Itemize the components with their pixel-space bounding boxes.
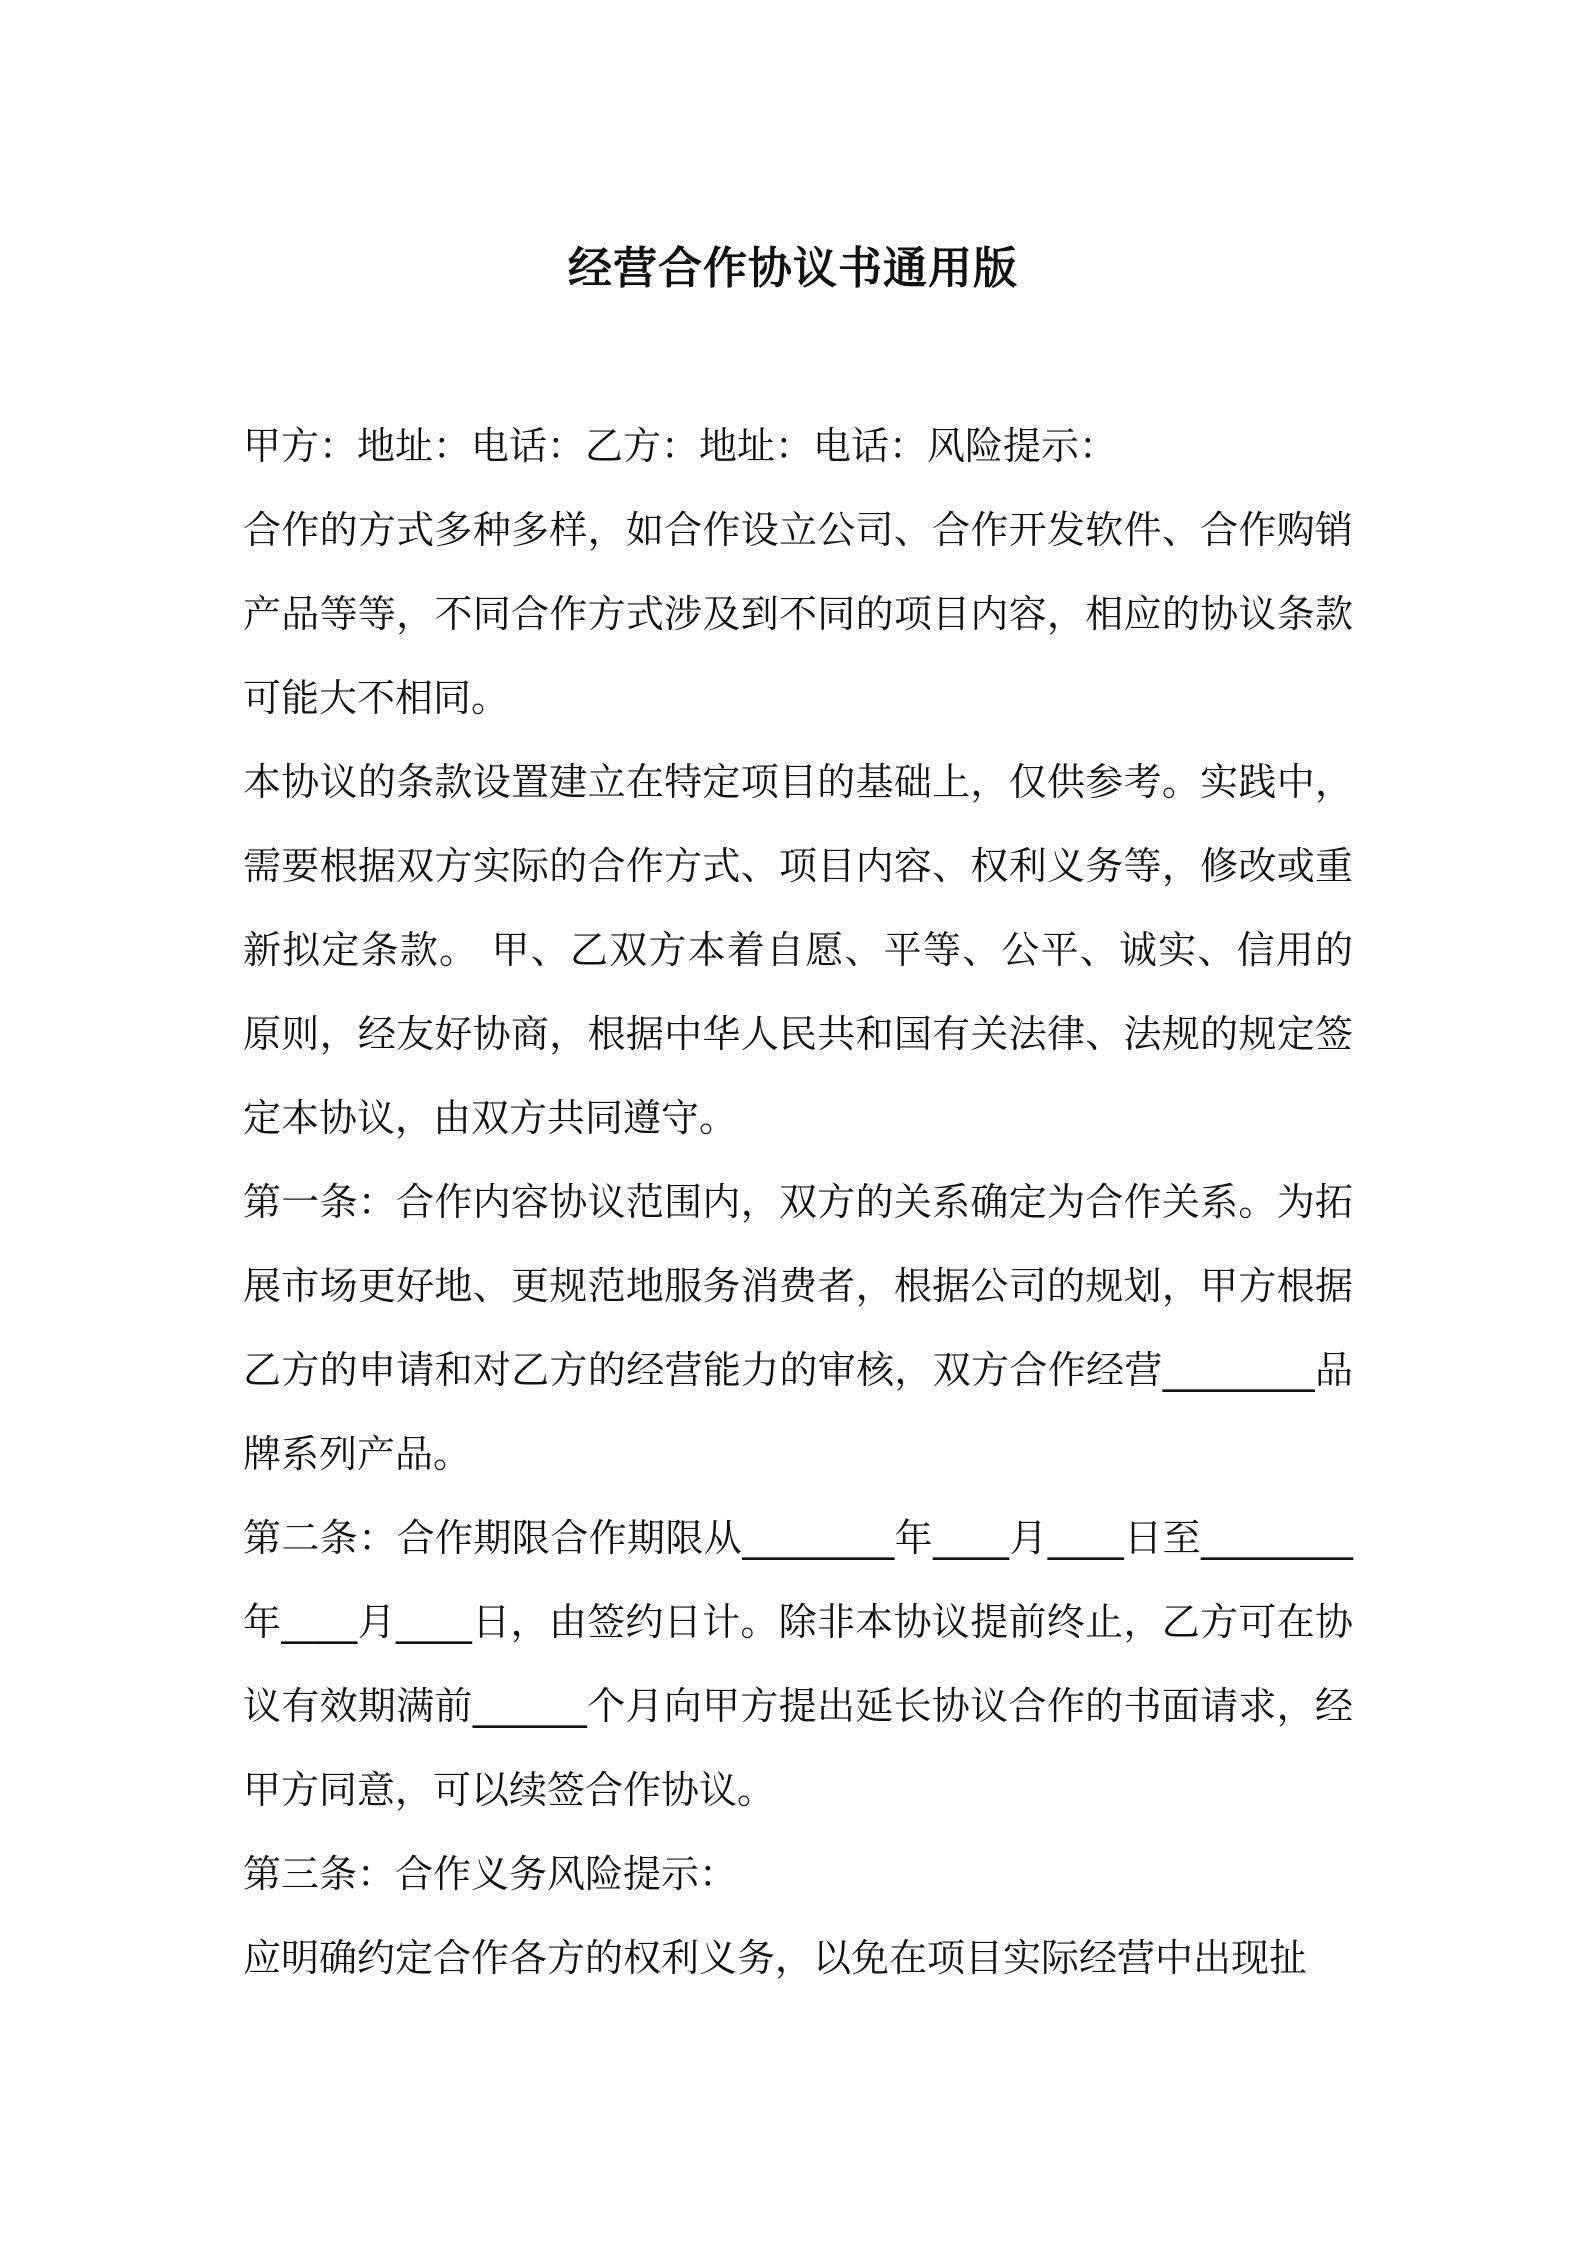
document-title: 经营合作协议书通用版 — [568, 243, 1018, 295]
article-one-paragraph: 第一条：合作内容协议范围内，双方的关系确定为合作关系。为拓展市场更好地、更规范地服务消费者，根据公司的规划，甲方根据乙方的申请和对乙方的经营能力的审核，双方合作经营________品牌系列产品。 — [243, 1180, 1353, 1476]
agreement-basis-paragraph: 本协议的条款设置建立在特定项目的基础上，仅供参考。实践中，需要根据双方实际的合作方式、项目内容、权利义务等，修改或重新拟定条款。 甲、乙双方本着自愿、平等、公平、诚实、信用的原则，经友好协商，根据中华人民共和国有关法律、法规的规定签定本协议，由双方共同遵守。 — [243, 760, 1353, 1140]
article-three-heading: 第三条：合作义务风险提示： — [243, 1852, 738, 1896]
document-body — [243, 404, 1353, 2000]
article-three-paragraph: 应明确约定合作各方的权利义务，以免在项目实际经营中出现扯 — [243, 1936, 1308, 1980]
cooperation-methods-paragraph: 合作的方式多种多样，如合作设立公司、合作开发软件、合作购销产品等等，不同合作方式涉及到不同的项目内容，相应的协议条款可能大不相同。 — [243, 508, 1353, 720]
party-info-paragraph: 甲方：地址：电话：乙方：地址：电话：风险提示： — [243, 424, 1118, 468]
article-two-paragraph: 第二条：合作期限合作期限从________年____月____日至________年____月____日，由签约日计。除非本协议提前终止，乙方可在协议有效期满前______个月向甲方提出延长协议合作的书面请求，经甲方同意，可以续签合作协议。 — [243, 1516, 1353, 1812]
